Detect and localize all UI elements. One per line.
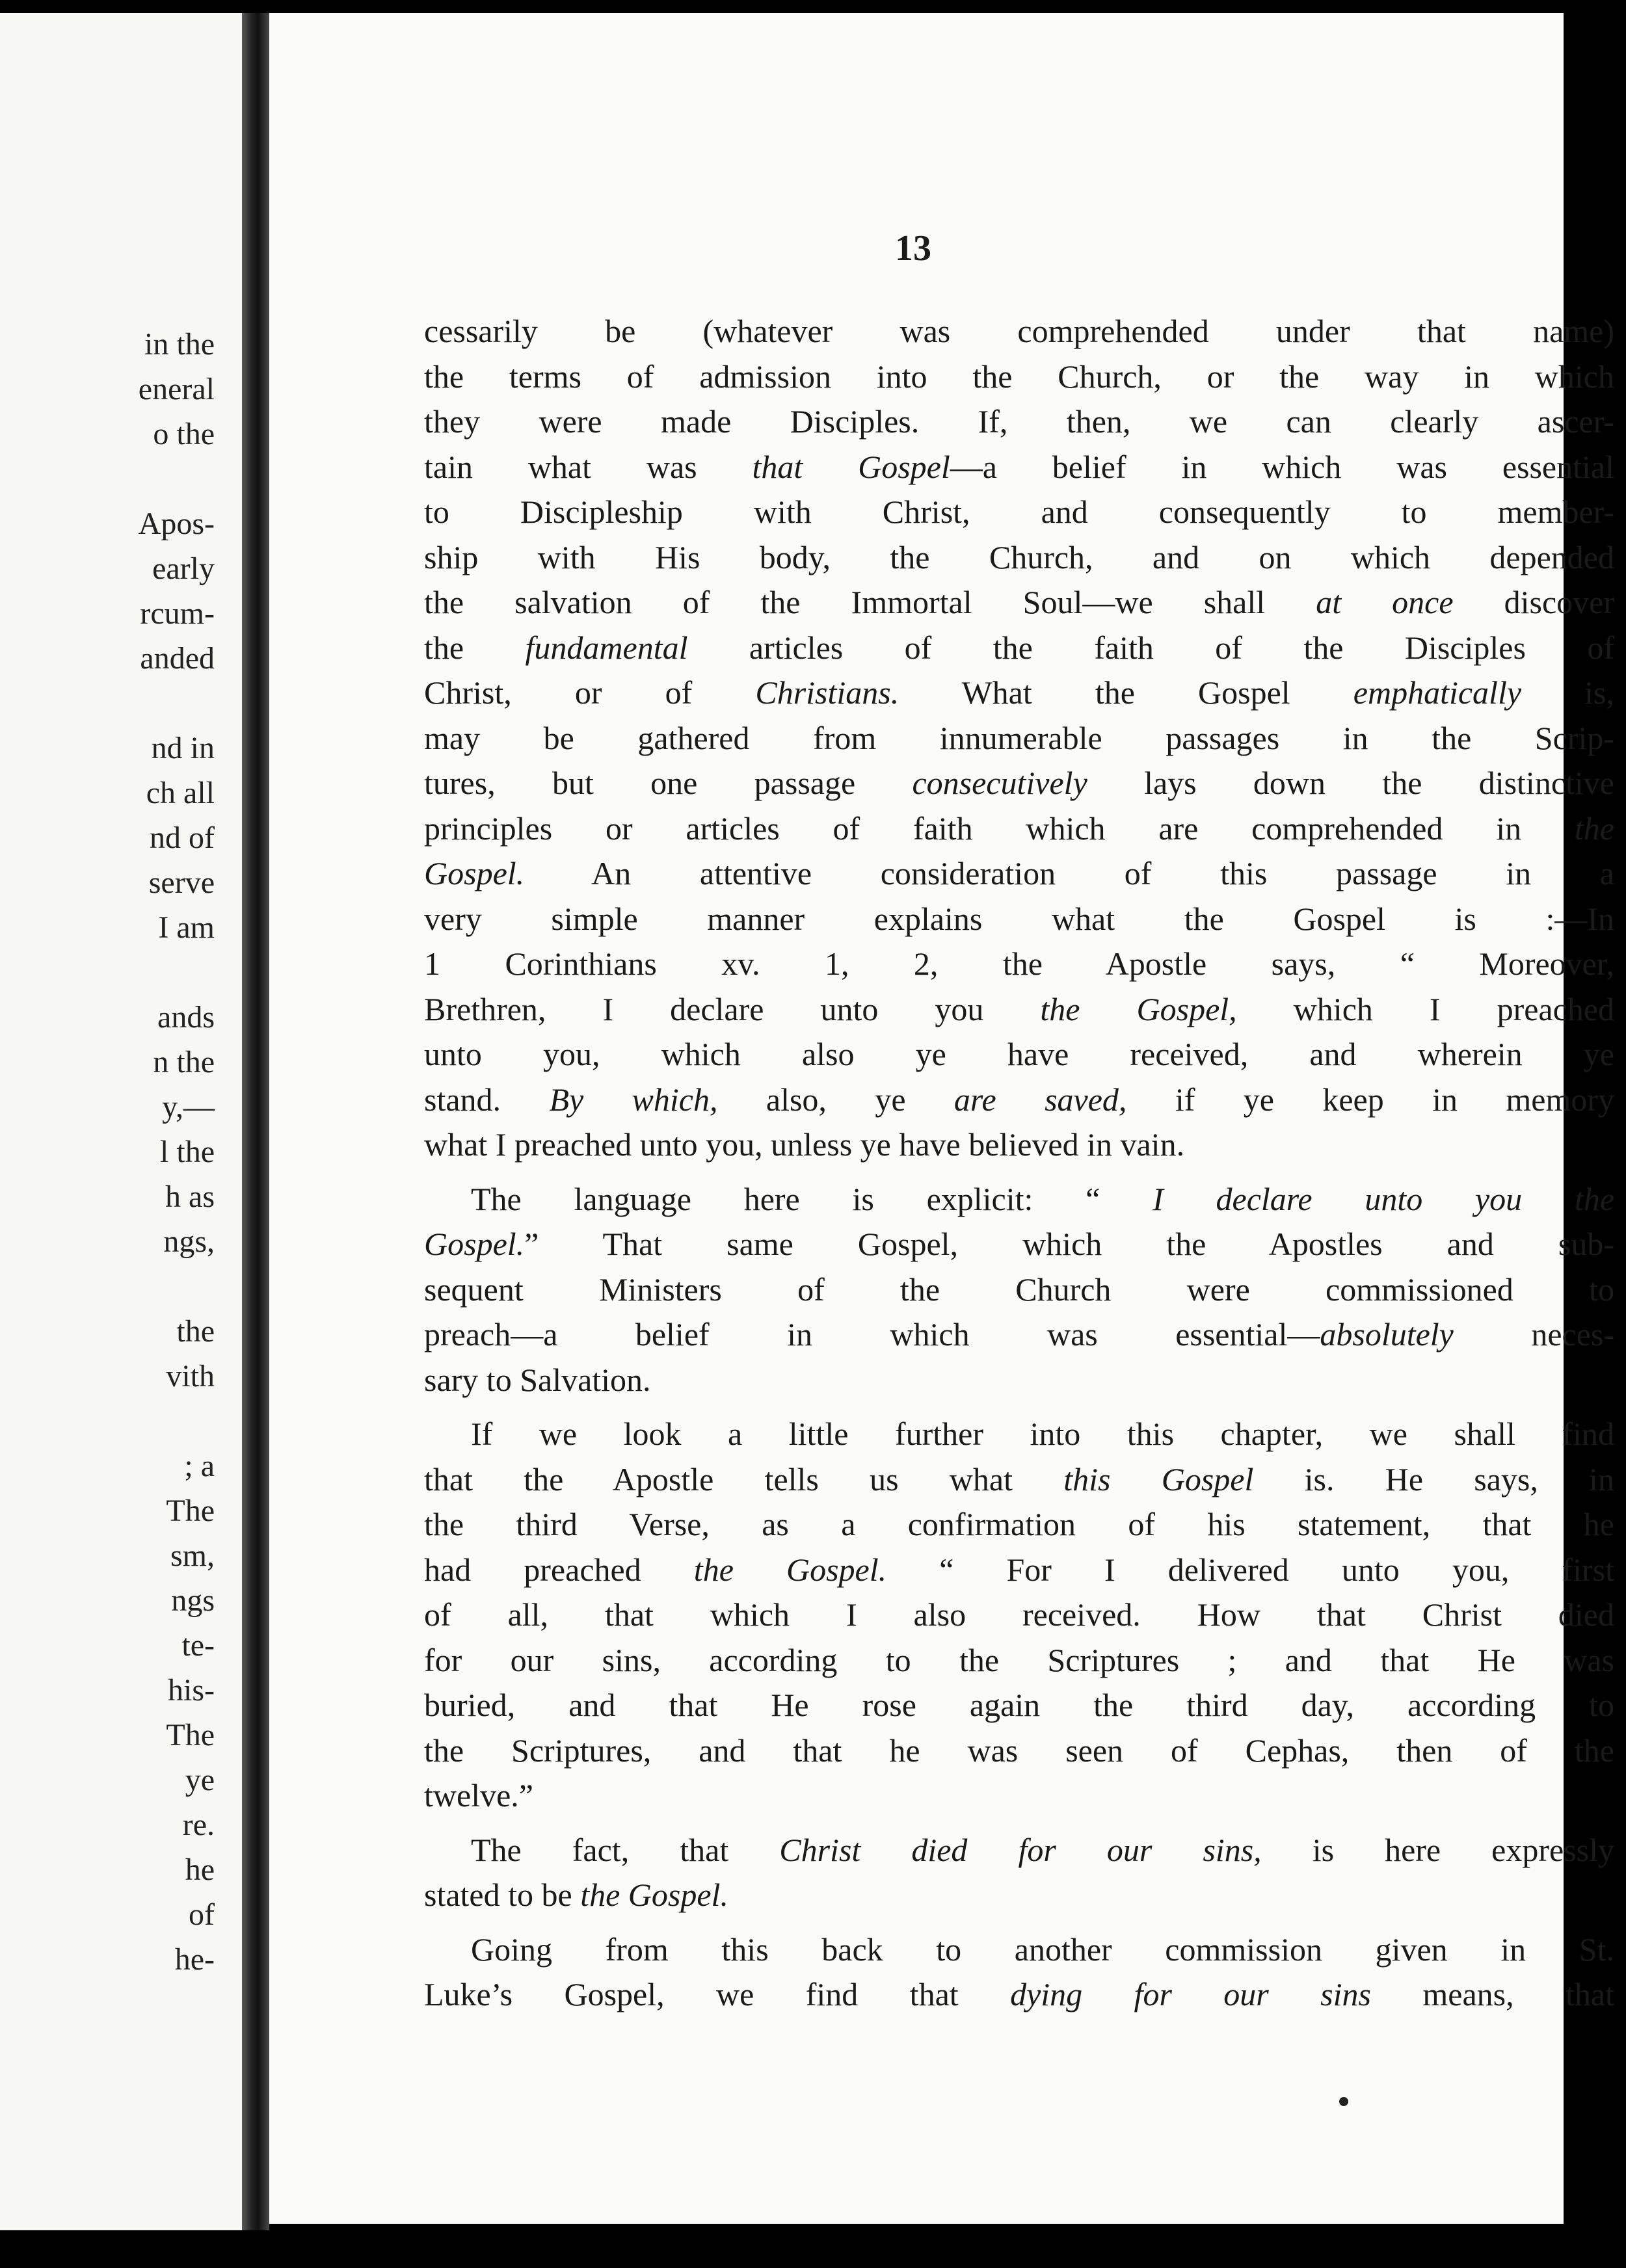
text-line: Christ, or of Christians. What the Gospel emphatically is, <box>424 674 1614 711</box>
left-page-line: h as <box>165 1180 215 1214</box>
text-line: tain what was that Gospel—a belief in which was essential <box>424 448 1614 485</box>
text-line: very simple manner explains what the Gospel is :—In <box>424 900 1614 937</box>
text-line: the fundamental articles of the faith of the Disciples of <box>424 629 1614 666</box>
left-page-line: the <box>176 1314 215 1349</box>
paragraph-5 <box>424 1927 1614 2018</box>
left-page-line: l the <box>160 1135 215 1169</box>
text-line: Going from this back to another commission given in St. <box>471 1931 1614 1968</box>
left-page-line: I am <box>158 910 215 945</box>
paragraph-2 <box>424 1177 1614 1403</box>
left-page-line: sm, <box>170 1538 215 1573</box>
text-line: the terms of admission into the Church, or the way in which <box>424 358 1614 395</box>
left-page-line: he <box>185 1853 215 1887</box>
text-line: the third Verse, as a confirmation of his statement, that he <box>424 1506 1614 1542</box>
text-line: for our sins, according to the Scriptures ; and that He was <box>424 1641 1614 1678</box>
text-line: tures, but one passage consecutively lays down the distinctive <box>424 765 1614 801</box>
left-page-line: nd in <box>151 731 215 765</box>
text-line: sary to Salvation. <box>424 1361 651 1398</box>
text-line: If we look a little further into this chapter, we shall find <box>471 1416 1614 1452</box>
left-page-line: ; a <box>184 1449 215 1483</box>
text-line: unto you, which also ye have received, and wherein ye <box>424 1036 1614 1072</box>
left-page-line: eneral <box>138 372 215 406</box>
book-gutter <box>242 13 269 2230</box>
left-page-line: The <box>166 1494 215 1528</box>
left-page-line: te- <box>181 1628 215 1663</box>
left-page-line <box>0 1264 215 1309</box>
left-page-line: of <box>189 1897 215 1932</box>
left-page-line: in the <box>144 327 215 362</box>
text-line: cessarily be (whatever was comprehended under that name) <box>424 313 1614 349</box>
text-line: Brethren, I declare unto you the Gospel, which I preached <box>424 990 1615 1027</box>
text-line: that the Apostle tells us what this Gospel is. He says, in <box>424 1460 1614 1497</box>
left-page-fragment <box>0 13 242 2230</box>
left-page-line <box>0 681 215 726</box>
left-page-line: The <box>166 1718 215 1752</box>
text-line: the Scriptures, and that he was seen of Cephas, then of the <box>424 1732 1614 1769</box>
left-page-line: he- <box>174 1942 215 1977</box>
text-line: of all, that which I also received. How that Christ died <box>424 1596 1614 1633</box>
text-line: what I preached unto you, unless ye have believed in vain. <box>424 1126 1185 1163</box>
left-page-line: ye <box>185 1763 215 1797</box>
text-line: 1 Corinthians xv. 1, 2, the Apostle says, “ Moreover, <box>424 945 1614 982</box>
text-line: buried, and that He rose again the third day, according to <box>424 1687 1614 1723</box>
left-page-line: o the <box>153 417 215 451</box>
page-number: 13 <box>895 228 931 269</box>
left-page-line <box>0 950 215 995</box>
text-line: stated to be the Gospel. <box>424 1877 728 1913</box>
text-line: Gospel. An attentive consideration of this passage in a <box>424 855 1614 891</box>
left-page-line: rcum- <box>140 596 215 631</box>
right-page <box>269 13 1615 2224</box>
left-page-line: nd of <box>150 821 215 855</box>
ink-speck <box>1339 2097 1348 2106</box>
left-page-line: ngs, <box>163 1224 215 1259</box>
text-line: principles or articles of faith which are comprehended in the <box>424 810 1614 847</box>
left-page-line <box>0 456 215 501</box>
text-line: The fact, that Christ died for our sins, is here expressly <box>471 1831 1614 1868</box>
left-page-line: his- <box>168 1673 215 1708</box>
left-page-text <box>0 322 215 1982</box>
left-page-line: anded <box>140 641 215 676</box>
paragraph-4 <box>424 1828 1614 1918</box>
left-page-line: Apos- <box>138 507 215 541</box>
text-line: had preached the Gospel. “ For I delivered unto you, first <box>424 1551 1614 1588</box>
left-page-line: early <box>152 551 215 586</box>
left-page-line: y,— <box>162 1090 215 1124</box>
page-body <box>424 309 1614 2018</box>
left-page-line: ch all <box>146 776 215 810</box>
text-line: Gospel.” That same Gospel, which the Apostles and sub- <box>424 1226 1614 1262</box>
text-line: the salvation of the Immortal Soul—we shall at once discover <box>424 584 1615 620</box>
text-line: to Discipleship with Christ, and consequently to member- <box>424 494 1614 530</box>
text-line: stand. By which, also, ye are saved, if ye keep in memory <box>424 1081 1615 1118</box>
left-page-line: n the <box>153 1045 215 1079</box>
left-page-line: re. <box>182 1808 215 1842</box>
left-page-line <box>0 1399 215 1444</box>
paragraph-3 <box>424 1412 1614 1819</box>
text-line: ship with His body, the Church, and on which depended <box>424 538 1614 575</box>
text-line: The language here is explicit: “ I declare unto you the <box>471 1180 1615 1217</box>
paragraph-1 <box>424 309 1614 1168</box>
text-line: may be gathered from innumerable passages in the Scrip- <box>424 719 1614 756</box>
left-page-line: vith <box>166 1359 215 1393</box>
text-line: twelve.” <box>424 1777 533 1813</box>
left-page-line: ands <box>157 1000 215 1035</box>
text-line: they were made Disciples. If, then, we can clearly ascer- <box>424 403 1614 440</box>
left-page-line: serve <box>148 865 215 900</box>
text-line: preach—a belief in which was essential—absolutely neces- <box>424 1316 1614 1352</box>
text-line: Luke’s Gospel, we find that dying for our sins means, that <box>424 1976 1614 2012</box>
text-line: sequent Ministers of the Church were commissioned to <box>424 1271 1614 1308</box>
left-page-line: ngs <box>171 1583 215 1618</box>
